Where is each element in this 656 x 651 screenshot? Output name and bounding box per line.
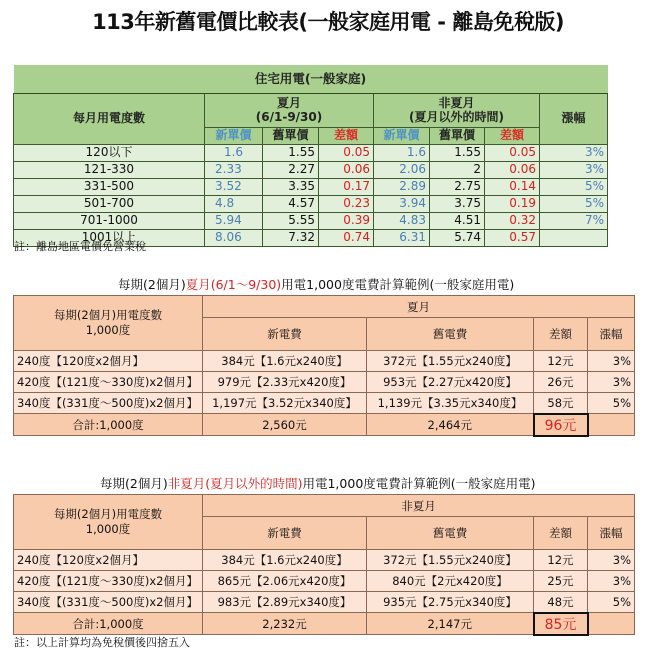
increase-cell: 3%	[588, 571, 635, 592]
row-header-line2: 1,000度	[85, 323, 131, 337]
total-old: 2,147元	[367, 613, 534, 635]
increase-header: 漲幅	[540, 93, 608, 144]
rate-comparison-table	[13, 65, 608, 247]
new-fee-cell: 1,197元【3.52元x340度】	[203, 393, 367, 414]
label-cell: 420度【(121度～330度)x2個月】	[14, 571, 203, 592]
summer-diff-cell: 0.39	[319, 212, 374, 229]
group-header: 夏月	[203, 296, 635, 318]
nonsummer-header	[374, 93, 540, 127]
increase-cell: 3%	[588, 351, 635, 372]
increase-cell: 3%	[540, 144, 608, 161]
range-cell: 701-1000	[14, 212, 205, 229]
table-row	[14, 144, 608, 161]
row-header	[14, 495, 203, 550]
total-increase	[588, 414, 635, 436]
col-old-header: 舊電費	[367, 517, 534, 550]
increase-cell: 3%	[588, 372, 635, 393]
summer-old-price-header: 舊單價	[263, 127, 319, 144]
caption-highlight: 非夏月(夏月以外的時間)	[167, 476, 303, 491]
caption-suffix: 用電1,000度電費計算範例(一般家庭用電)	[302, 476, 536, 491]
table-row	[14, 195, 608, 212]
table-row	[14, 372, 635, 393]
diff-cell: 58元	[534, 393, 588, 414]
summer-diff-cell: 0.74	[319, 229, 374, 246]
caption-suffix: 用電1,000度電費計算範例(一般家庭用電)	[281, 277, 515, 292]
diff-cell: 26元	[534, 372, 588, 393]
summer-new-cell: 8.06	[205, 229, 263, 246]
increase-cell: 7%	[540, 212, 608, 229]
nonsummer-old-price-header: 舊單價	[430, 127, 485, 144]
total-old: 2,464元	[367, 414, 534, 436]
range-cell: 121-330	[14, 161, 205, 178]
table-row	[14, 550, 635, 571]
summer-new-cell: 2.33	[205, 161, 263, 178]
col-increase-header: 漲幅	[588, 517, 635, 550]
table-row	[14, 592, 635, 613]
col-new-header: 新電費	[203, 318, 367, 351]
nonsummer-old-cell: 2.75	[430, 178, 485, 195]
table-row	[14, 351, 635, 372]
diff-cell: 12元	[534, 550, 588, 571]
old-fee-cell: 840元【2元x420度】	[367, 571, 534, 592]
nonsummer-diff-cell: 0.06	[485, 161, 540, 178]
summer-new-cell: 3.52	[205, 178, 263, 195]
table-row	[14, 571, 635, 592]
nonsummer-diff-header: 差額	[485, 127, 540, 144]
nonsummer-new-cell: 3.94	[374, 195, 430, 212]
new-fee-cell: 384元【1.6元x240度】	[203, 351, 367, 372]
summer-old-cell: 4.57	[263, 195, 319, 212]
summer-example-caption	[118, 275, 514, 293]
increase-cell	[540, 229, 608, 246]
summer-old-cell: 1.55	[263, 144, 319, 161]
summer-diff-cell: 0.06	[319, 161, 374, 178]
nonsummer-diff-cell: 0.14	[485, 178, 540, 195]
caption-highlight: 夏月(6/1～9/30)	[185, 277, 282, 292]
summer-diff-cell: 0.05	[319, 144, 374, 161]
new-fee-cell: 384元【1.6元x240度】	[203, 550, 367, 571]
rate-table-note: 註：離島地區電價免營業稅	[14, 240, 146, 253]
total-row	[14, 414, 635, 436]
summer-example-table	[13, 295, 635, 437]
nonsummer-period: (夏月以外的時間)	[409, 110, 504, 124]
total-new: 2,560元	[203, 414, 367, 436]
old-fee-cell: 1,139元【3.35元x340度】	[367, 393, 534, 414]
nonsummer-new-cell: 4.83	[374, 212, 430, 229]
total-diff: 96元	[534, 414, 588, 436]
label-cell: 240度【120度x2個月】	[14, 351, 203, 372]
group-header: 非夏月	[203, 495, 635, 517]
old-fee-cell: 372元【1.55元x240度】	[367, 550, 534, 571]
nonsummer-diff-cell: 0.05	[485, 144, 540, 161]
increase-cell: 3%	[540, 161, 608, 178]
row-header	[14, 296, 203, 351]
diff-cell: 12元	[534, 351, 588, 372]
summer-new-cell: 5.94	[205, 212, 263, 229]
range-cell: 501-700	[14, 195, 205, 212]
summer-old-cell: 2.27	[263, 161, 319, 178]
label-cell: 420度【(121度～330度)x2個月】	[14, 372, 203, 393]
old-fee-cell: 935元【2.75元x340度】	[367, 592, 534, 613]
total-label: 合計:1,000度	[14, 414, 203, 436]
nonsummer-label: 非夏月	[438, 96, 475, 110]
row-header: 每月用電度數	[14, 93, 205, 144]
caption-prefix: 每期(2個月)	[100, 476, 168, 491]
table-row	[14, 393, 635, 414]
col-old-header: 舊電費	[367, 318, 534, 351]
table-row	[14, 178, 608, 195]
nonsummer-new-cell: 1.6	[374, 144, 430, 161]
summer-diff-cell: 0.17	[319, 178, 374, 195]
label-cell: 240度【120度x2個月】	[14, 550, 203, 571]
col-diff-header: 差額	[534, 517, 588, 550]
new-fee-cell: 983元【2.89元x340度】	[203, 592, 367, 613]
increase-cell: 3%	[588, 550, 635, 571]
nonsummer-old-cell: 2	[430, 161, 485, 178]
label-cell: 340度【(331度～500度)x2個月】	[14, 393, 203, 414]
section-title: 住宅用電(一般家庭)	[14, 65, 608, 93]
nonsummer-new-price-header: 新單價	[374, 127, 430, 144]
total-row	[14, 613, 635, 635]
new-fee-cell: 865元【2.06元x420度】	[203, 571, 367, 592]
nonsummer-old-cell: 4.51	[430, 212, 485, 229]
summer-new-cell: 4.8	[205, 195, 263, 212]
summer-new-cell: 1.6	[205, 144, 263, 161]
diff-cell: 25元	[534, 571, 588, 592]
total-increase	[588, 613, 635, 635]
col-increase-header: 漲幅	[588, 318, 635, 351]
range-cell: 1001以上	[14, 229, 205, 246]
increase-cell: 5%	[540, 178, 608, 195]
old-fee-cell: 953元【2.27元x420度】	[367, 372, 534, 393]
old-fee-cell: 372元【1.55元x240度】	[367, 351, 534, 372]
summer-old-cell: 7.32	[263, 229, 319, 246]
table-row	[14, 161, 608, 178]
table-row	[14, 212, 608, 229]
summer-new-price-header: 新單價	[205, 127, 263, 144]
nonsummer-old-cell: 1.55	[430, 144, 485, 161]
col-new-header: 新電費	[203, 517, 367, 550]
nonsummer-new-cell: 6.31	[374, 229, 430, 246]
nonsummer-new-cell: 2.89	[374, 178, 430, 195]
summer-old-cell: 3.35	[263, 178, 319, 195]
summer-old-cell: 5.55	[263, 212, 319, 229]
increase-cell: 5%	[540, 195, 608, 212]
increase-cell: 5%	[588, 393, 635, 414]
nonsummer-diff-cell: 0.57	[485, 229, 540, 246]
range-cell: 331-500	[14, 178, 205, 195]
nonsummer-old-cell: 3.75	[430, 195, 485, 212]
summer-header	[205, 93, 374, 127]
increase-cell: 5%	[588, 592, 635, 613]
summer-label: 夏月	[276, 96, 301, 110]
row-header-line1: 每期(2個月)用電度數	[53, 308, 163, 322]
summer-period: (6/1-9/30)	[255, 110, 323, 124]
nonsummer-diff-cell: 0.19	[485, 195, 540, 212]
range-cell: 120以下	[14, 144, 205, 161]
row-header-line1: 每期(2個月)用電度數	[53, 507, 163, 521]
page-title: 113年新舊電價比較表(一般家庭用電 - 離島免稅版)	[92, 10, 564, 34]
nonsummer-example-table	[13, 494, 635, 636]
total-new: 2,232元	[203, 613, 367, 635]
footer-note: 註：以上計算均為免稅價後四捨五入	[14, 636, 190, 649]
total-diff: 85元	[534, 613, 588, 635]
new-fee-cell: 979元【2.33元x420度】	[203, 372, 367, 393]
summer-diff-header: 差額	[319, 127, 374, 144]
nonsummer-new-cell: 2.06	[374, 161, 430, 178]
summer-diff-cell: 0.23	[319, 195, 374, 212]
nonsummer-example-caption	[100, 474, 536, 492]
row-header-line2: 1,000度	[85, 522, 131, 536]
label-cell: 340度【(331度～500度)x2個月】	[14, 592, 203, 613]
caption-prefix: 每期(2個月)	[118, 277, 186, 292]
nonsummer-old-cell: 5.74	[430, 229, 485, 246]
total-label: 合計:1,000度	[14, 613, 203, 635]
diff-cell: 48元	[534, 592, 588, 613]
col-diff-header: 差額	[534, 318, 588, 351]
nonsummer-diff-cell: 0.32	[485, 212, 540, 229]
